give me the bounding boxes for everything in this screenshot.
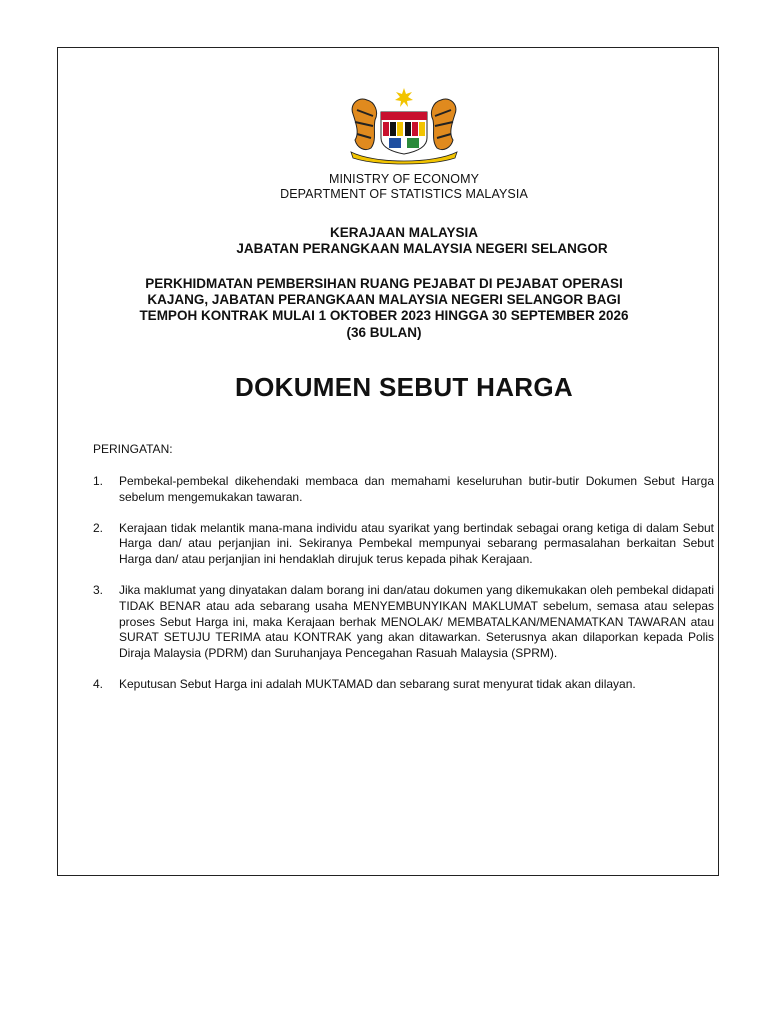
warning-item [93,474,714,506]
department-name: DEPARTMENT OF STATISTICS MALAYSIA [280,187,528,201]
warning-item [93,583,714,662]
warning-item [93,521,714,568]
service-title-line2: KAJANG, JABATAN PERANGKAAN MALAYSIA NEGERI SELANGOR BAGI [147,292,621,307]
warning-heading: PERINGATAN: [93,442,173,456]
warning-list [93,474,714,708]
service-title-line4: (36 BULAN) [346,325,422,340]
warning-number: 2. [93,520,104,535]
department-state-line: JABATAN PERANGKAAN MALAYSIA NEGERI SELANGOR [236,241,608,256]
warning-text: Jika maklumat yang dinyatakan dalam borang ini dan/atau dokumen yang dikemukakan oleh pembekal didapati TIDAK BENAR atau ada sebarang usaha MENYEMBUNYIKAN MAKLUMAT sebelum, semasa atau selepas proses Sebut Harga ini, maka Kerajaan berhak MENOLAK/ MEMBATALKAN/MENAMATKAN TAWARAN atau SURAT SETUJU TERIMA atau KONTRAK yang akan ditawarkan. Seterusnya akan dilaporkan kepada Polis Diraja Malaysia (PDRM) dan Suruhanjaya Pencegahan Rasuah Malaysia (SPRM). [119,582,714,661]
malaysia-coat-of-arms-icon [345,86,463,166]
ministry-name: MINISTRY OF ECONOMY [328,172,480,186]
warning-number: 4. [93,676,104,691]
warning-number: 1. [93,474,104,488]
warning-item [93,677,714,693]
warning-number: 3. [93,582,104,597]
service-title-line3: TEMPOH KONTRAK MULAI 1 OKTOBER 2023 HINGGA 30 SEPTEMBER 2026 [139,308,629,323]
document-title: DOKUMEN SEBUT HARGA [235,372,573,402]
service-title-line1: PERKHIDMATAN PEMBERSIHAN RUANG PEJABAT DI PEJABAT OPERASI [145,276,623,291]
government-line: KERAJAAN MALAYSIA [329,225,479,240]
warning-text: Keputusan Sebut Harga ini adalah MUKTAMAD dan sebarang surat menyurat tidak akan dilayan. [119,676,636,691]
warning-text: Kerajaan tidak melantik mana-mana individu atau syarikat yang bertindak sebagai orang ketiga di dalam Sebut Harga dan/ atau perjanjian ini. Sekiranya Pembekal mempunyai sebarang permasalahan berkaitan Sebut Harga dan/ atau perjanjian ini hendaklah dirujuk terus kepada pihak Kerajaan. [119,520,714,567]
warning-text: Pembekal-pembekal dikehendaki membaca dan memahami keseluruhan butir-butir Dokumen Sebut Harga sebelum mengemukakan tawaran. [119,474,714,504]
